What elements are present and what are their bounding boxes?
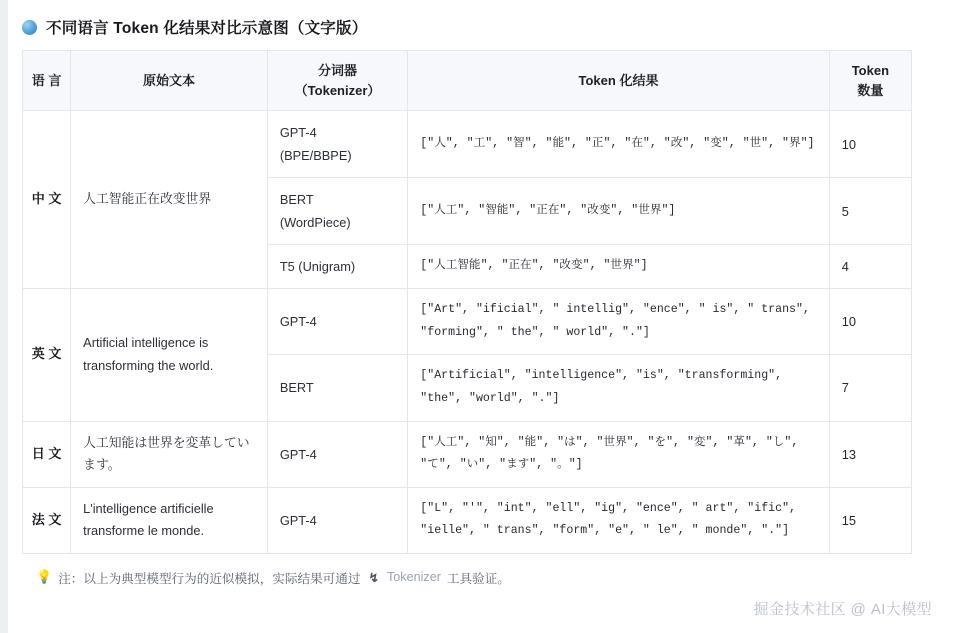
cell-tokenizer — [267, 289, 407, 355]
column-header-count-line2: 数量 — [857, 82, 884, 98]
cell-tokenizer — [267, 178, 407, 245]
cell-token-result — [408, 421, 829, 487]
table-row — [23, 289, 912, 355]
column-header-language — [23, 51, 71, 111]
table-header-row — [23, 51, 912, 111]
cell-tokenizer-line1: T5 (Unigram) — [279, 259, 356, 275]
globe-icon — [22, 20, 37, 35]
cell-tokenizer — [267, 111, 407, 178]
cell-tokenizer — [267, 487, 407, 553]
column-header-language-line1: 语 言 — [31, 72, 62, 88]
token-comparison-table — [22, 50, 912, 554]
cell-token-count: 10 — [829, 289, 911, 355]
bulb-icon: 💡 — [36, 569, 53, 585]
cell-tokenizer-line1: GPT-4 — [279, 512, 317, 528]
cell-tokenizer-line1: GPT-4 — [279, 446, 317, 462]
cell-tokenizer-line2: (BPE/BBPE) — [279, 148, 352, 164]
footnote — [22, 554, 934, 587]
table-row — [23, 111, 912, 178]
cell-token-result — [408, 178, 829, 245]
table-row — [23, 487, 912, 553]
column-header-tokenizer-line2: （Tokenizer） — [294, 82, 381, 98]
cell-source-text: Artificial intelligence is transforming the world. — [71, 289, 268, 421]
cell-tokenizer-line1: BERT — [279, 380, 314, 396]
token-result-code: ["人", "工", "智", "能", "正", "在", "改", "变", "世", "界"] — [420, 136, 815, 150]
cell-token-count: 7 — [829, 355, 911, 421]
cell-tokenizer-line1: BERT — [279, 192, 314, 208]
cell-token-result — [408, 355, 829, 421]
column-header-count-line1: Token — [851, 63, 890, 78]
cell-source-text: L'intelligence artificielle transforme le monde. — [71, 487, 268, 553]
column-header-source: 原始文本 — [71, 51, 268, 111]
token-result-code: ["人工智能", "正在", "改变", "世界"] — [420, 259, 648, 273]
token-result-code: ["Art", "ificial", " intellig", "ence", " is", " trans", "forming", " the", " world", "."] — [420, 303, 810, 339]
footnote-text-before: 注：以上为典型模型行为的近似模拟，实际结果可通过 — [58, 571, 361, 586]
page-title — [22, 12, 934, 50]
page-title-text: 不同语言 Token 化结果对比示意图（文字版） — [46, 20, 368, 37]
token-result-code: ["Artificial", "intelligence", "is", "transforming", "the", "world", "."] — [420, 369, 783, 405]
cell-token-count: 13 — [829, 421, 911, 487]
cell-tokenizer-line1: GPT-4 — [279, 125, 317, 140]
table-row — [23, 421, 912, 487]
column-header-result: Token 化结果 — [408, 51, 829, 111]
cell-token-count: 5 — [829, 178, 911, 245]
cell-language: 法 文 — [23, 487, 71, 553]
cell-tokenizer — [267, 355, 407, 421]
table-header — [23, 51, 912, 111]
token-result-code: ["人工", "知", "能", "は", "世界", "を", "変", "革", "し", "て", "い", "ます", "。"] — [420, 435, 799, 472]
cell-token-count: 15 — [829, 487, 911, 553]
cell-tokenizer — [267, 421, 407, 487]
cell-token-count: 4 — [829, 245, 911, 289]
watermark: 掘金技术社区 @ AI大模型 — [753, 601, 932, 618]
cell-language: 英 文 — [23, 289, 71, 421]
footnote-text-after: 工具验证。 — [446, 571, 510, 586]
table-body — [23, 111, 912, 554]
cell-token-result — [408, 111, 829, 178]
cell-token-result — [408, 245, 829, 289]
cell-token-result — [408, 289, 829, 355]
column-header-tokenizer — [267, 51, 407, 111]
cell-language: 日 文 — [23, 421, 71, 487]
token-result-code: ["L", "'", "int", "ell", "ig", "ence", " art", "ific", "ielle", " trans", "form", "e", " le", " monde", "."] — [420, 501, 796, 538]
token-result-code: ["人工", "智能", "正在", "改变", "世界"] — [420, 203, 676, 217]
footnote-link[interactable]: Tokenizer — [387, 570, 441, 585]
cell-tokenizer-line1: GPT-4 — [279, 314, 317, 330]
cell-token-result — [408, 487, 829, 553]
cell-token-count: 10 — [829, 111, 911, 178]
cell-language: 中 文 — [23, 111, 71, 289]
download-icon: ↯ — [368, 570, 379, 585]
cell-source-text: 人工知能は世界を変革しています。 — [71, 421, 268, 487]
cell-tokenizer — [267, 245, 407, 289]
cell-source-text: 人工智能正在改变世界 — [71, 111, 268, 289]
column-header-count — [829, 51, 911, 111]
column-header-tokenizer-line1: 分词器 — [318, 63, 358, 78]
left-gutter — [0, 0, 8, 633]
cell-tokenizer-line2: (WordPiece) — [279, 215, 351, 231]
